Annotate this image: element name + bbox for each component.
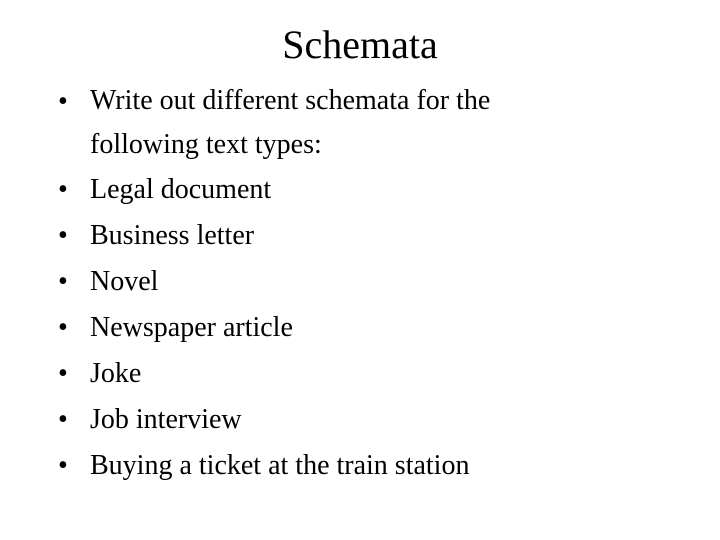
bullet-text: Business letter xyxy=(90,220,255,251)
bullet-text: Job interview xyxy=(90,404,242,435)
bullet-icon xyxy=(58,351,78,397)
bullet-item-instructions xyxy=(58,79,560,167)
bullet-icon xyxy=(58,213,78,259)
bullet-item-novel xyxy=(58,259,698,305)
bullet-text: Newspaper article xyxy=(90,312,293,343)
bullet-item-job-interview xyxy=(58,397,698,443)
bullet-icon xyxy=(58,259,78,305)
bullet-text: Joke xyxy=(90,358,142,389)
bullet-item-business-letter xyxy=(58,213,698,259)
bullet-text: Novel xyxy=(90,266,159,297)
bullet-list xyxy=(58,79,698,489)
bullet-item-legal-document xyxy=(58,167,698,213)
bullet-item-train-ticket xyxy=(58,443,698,489)
bullet-text: Buying a ticket at the train station xyxy=(90,450,470,481)
bullet-text: Write out different schemata for the following text types: xyxy=(90,85,491,160)
bullet-icon xyxy=(58,443,78,489)
bullet-icon xyxy=(58,305,78,351)
bullet-icon xyxy=(58,397,78,443)
bullet-icon xyxy=(58,79,78,125)
bullet-item-newspaper-article xyxy=(58,305,698,351)
bullet-text: Legal document xyxy=(90,174,272,205)
bullet-icon xyxy=(58,167,78,213)
slide-title: Schemata xyxy=(282,22,438,67)
bullet-item-joke xyxy=(58,351,698,397)
